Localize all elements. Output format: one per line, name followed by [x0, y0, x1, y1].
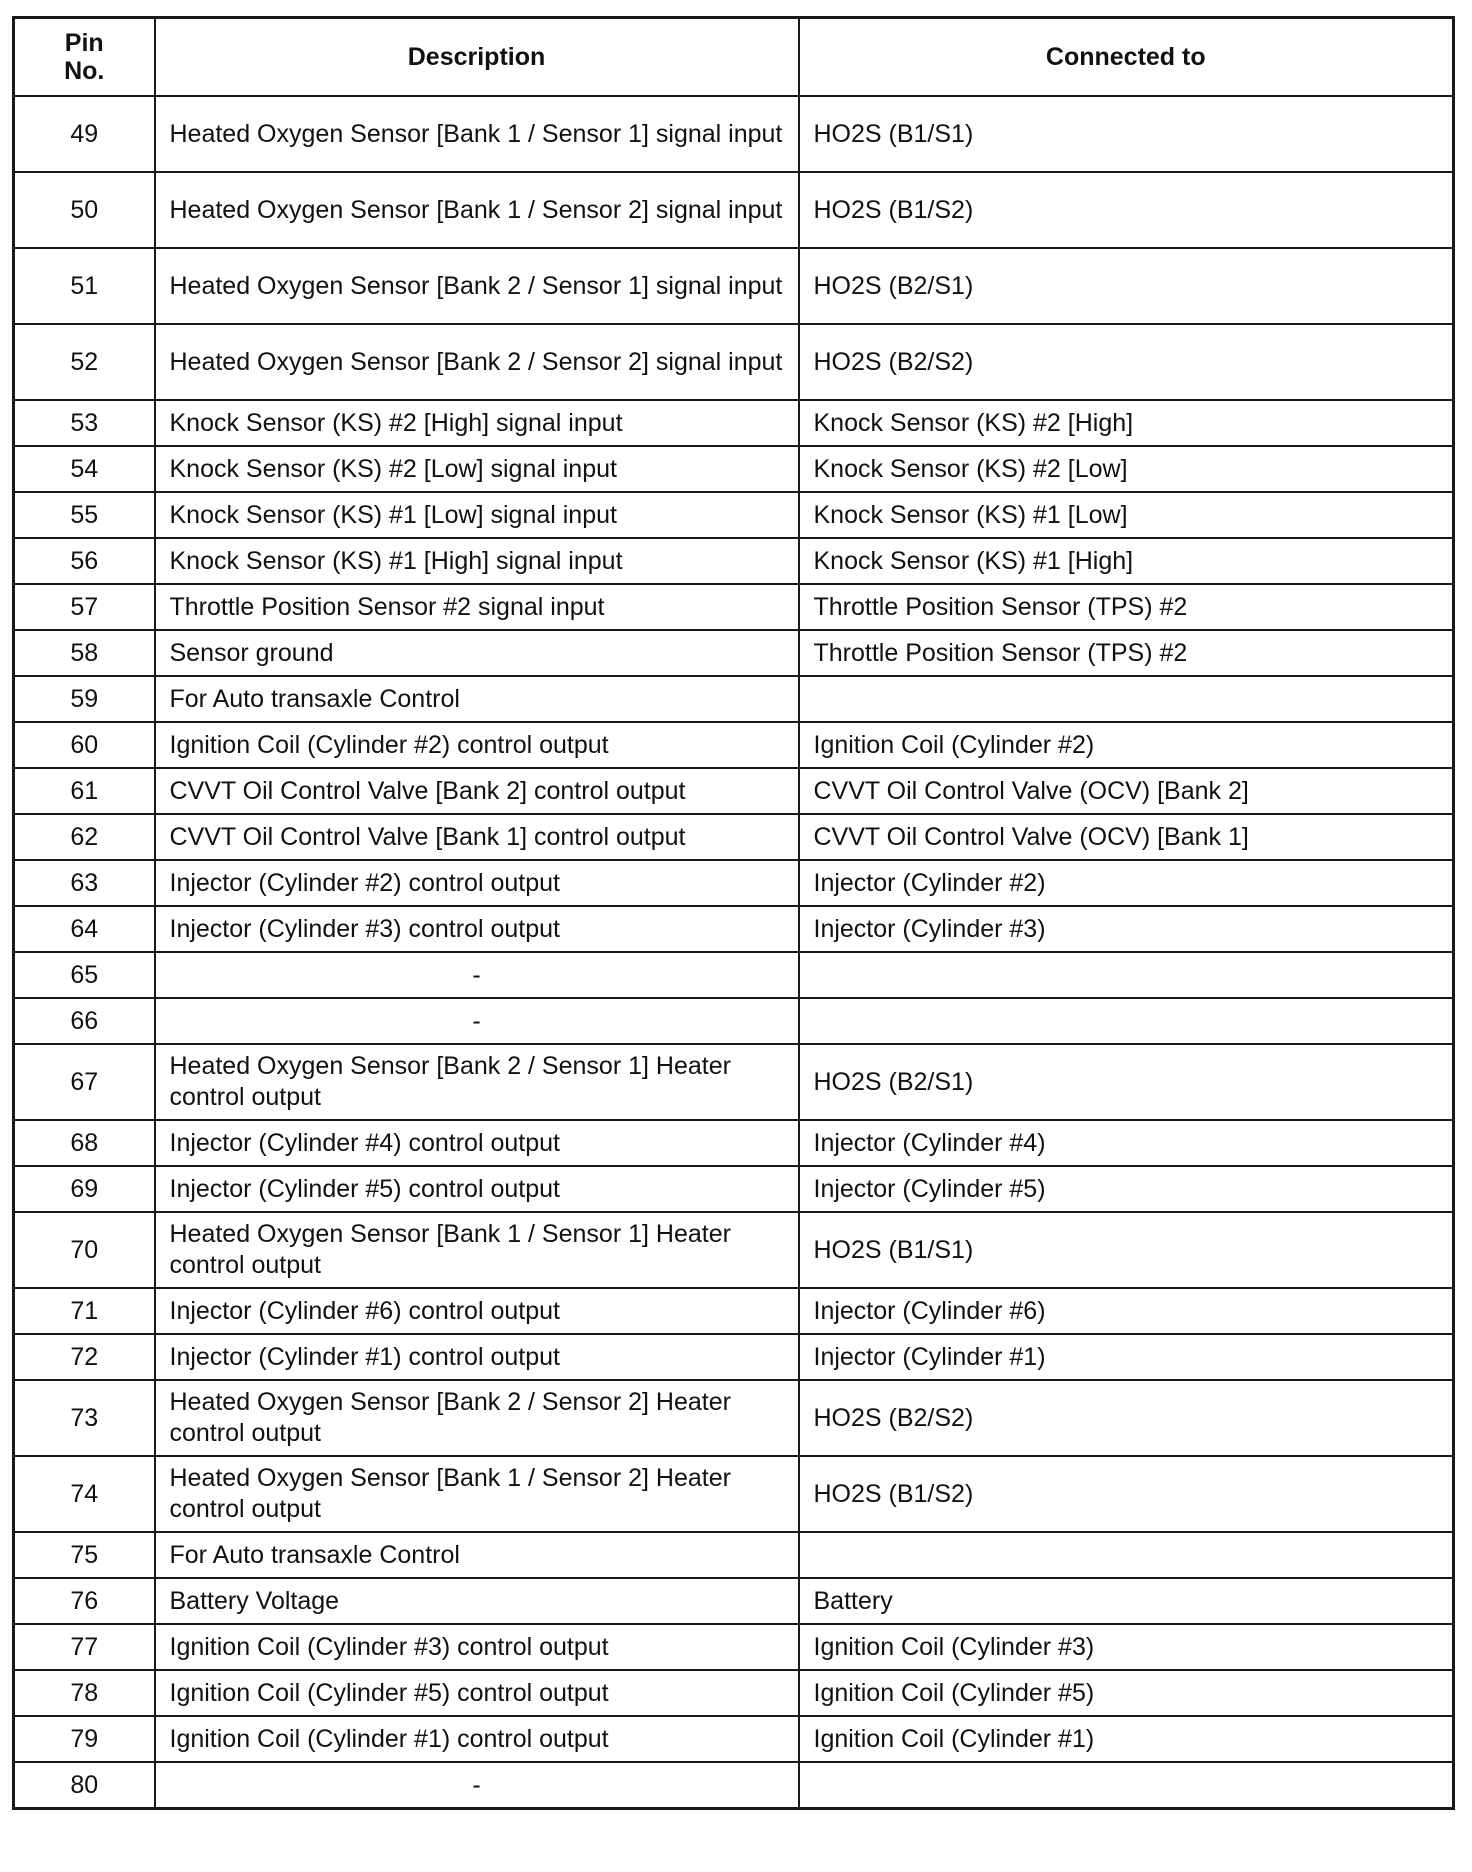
pin-header-line1: Pin — [64, 29, 104, 57]
pin-number-cell: 52 — [14, 324, 155, 400]
pin-number-cell: 75 — [14, 1532, 155, 1578]
description-cell: Battery Voltage — [155, 1578, 799, 1624]
description-cell: For Auto transaxle Control — [155, 1532, 799, 1578]
pin-number-cell: 68 — [14, 1120, 155, 1166]
pin-number-cell: 76 — [14, 1578, 155, 1624]
table-row — [14, 768, 1454, 814]
connected-to-header: Connected to — [799, 18, 1454, 97]
table-row — [14, 1670, 1454, 1716]
connected-to-cell: Injector (Cylinder #4) — [799, 1120, 1454, 1166]
connected-to-cell — [799, 998, 1454, 1044]
connected-to-cell: Ignition Coil (Cylinder #2) — [799, 722, 1454, 768]
pin-number-cell: 63 — [14, 860, 155, 906]
pin-number-cell: 49 — [14, 96, 155, 172]
pin-number-cell: 78 — [14, 1670, 155, 1716]
connected-to-cell: Battery — [799, 1578, 1454, 1624]
table-row — [14, 96, 1454, 172]
pin-number-cell: 53 — [14, 400, 155, 446]
description-cell: Injector (Cylinder #2) control output — [155, 860, 799, 906]
connected-to-cell: HO2S (B2/S2) — [799, 1380, 1454, 1456]
description-cell: - — [155, 998, 799, 1044]
connected-to-cell: Knock Sensor (KS) #2 [Low] — [799, 446, 1454, 492]
pin-number-cell: 73 — [14, 1380, 155, 1456]
connected-to-cell: Ignition Coil (Cylinder #1) — [799, 1716, 1454, 1762]
pin-number-cell: 55 — [14, 492, 155, 538]
table-row — [14, 1120, 1454, 1166]
table-row — [14, 630, 1454, 676]
connected-to-cell: Knock Sensor (KS) #1 [High] — [799, 538, 1454, 584]
connected-to-cell: CVVT Oil Control Valve (OCV) [Bank 1] — [799, 814, 1454, 860]
connected-to-cell: Injector (Cylinder #1) — [799, 1334, 1454, 1380]
connected-to-cell: Injector (Cylinder #2) — [799, 860, 1454, 906]
description-cell: Ignition Coil (Cylinder #3) control output — [155, 1624, 799, 1670]
description-cell: Heated Oxygen Sensor [Bank 2 / Sensor 2] signal input — [155, 324, 799, 400]
table-row — [14, 1532, 1454, 1578]
description-cell: Knock Sensor (KS) #2 [Low] signal input — [155, 446, 799, 492]
pin-no-header — [14, 18, 155, 97]
table-row — [14, 1578, 1454, 1624]
pin-number-cell: 67 — [14, 1044, 155, 1120]
pin-number-cell: 54 — [14, 446, 155, 492]
pin-number-cell: 79 — [14, 1716, 155, 1762]
table-row — [14, 172, 1454, 248]
table-row — [14, 814, 1454, 860]
pin-header-line2: No. — [64, 57, 105, 85]
table-row — [14, 1166, 1454, 1212]
table-row — [14, 1288, 1454, 1334]
description-cell: Injector (Cylinder #3) control output — [155, 906, 799, 952]
connected-to-cell: HO2S (B2/S1) — [799, 248, 1454, 324]
description-cell: Knock Sensor (KS) #1 [High] signal input — [155, 538, 799, 584]
connected-to-cell: HO2S (B1/S1) — [799, 96, 1454, 172]
table-row — [14, 446, 1454, 492]
table-row — [14, 676, 1454, 722]
connected-to-cell: HO2S (B1/S2) — [799, 1456, 1454, 1532]
table-row — [14, 1624, 1454, 1670]
table-row — [14, 1212, 1454, 1288]
pin-assignment-table — [12, 16, 1455, 1810]
table-row — [14, 324, 1454, 400]
connected-to-cell — [799, 952, 1454, 998]
pin-number-cell: 61 — [14, 768, 155, 814]
description-cell: Sensor ground — [155, 630, 799, 676]
pin-table-sheet — [12, 16, 1452, 1810]
connected-to-cell: Throttle Position Sensor (TPS) #2 — [799, 584, 1454, 630]
description-cell: Heated Oxygen Sensor [Bank 1 / Sensor 1] signal input — [155, 96, 799, 172]
pin-table-body — [14, 96, 1454, 1809]
connected-to-cell: Knock Sensor (KS) #2 [High] — [799, 400, 1454, 446]
connected-to-cell: Ignition Coil (Cylinder #5) — [799, 1670, 1454, 1716]
description-cell: Heated Oxygen Sensor [Bank 1 / Sensor 1] Heater control output — [155, 1212, 799, 1288]
pin-number-cell: 80 — [14, 1762, 155, 1809]
connected-to-cell: Ignition Coil (Cylinder #3) — [799, 1624, 1454, 1670]
table-row — [14, 860, 1454, 906]
connected-to-cell: Injector (Cylinder #6) — [799, 1288, 1454, 1334]
pin-number-cell: 77 — [14, 1624, 155, 1670]
pin-number-cell: 72 — [14, 1334, 155, 1380]
description-cell: Heated Oxygen Sensor [Bank 1 / Sensor 2] Heater control output — [155, 1456, 799, 1532]
table-row — [14, 400, 1454, 446]
table-row — [14, 906, 1454, 952]
connected-to-cell: HO2S (B2/S1) — [799, 1044, 1454, 1120]
table-row — [14, 1716, 1454, 1762]
description-cell: - — [155, 952, 799, 998]
description-cell: Heated Oxygen Sensor [Bank 1 / Sensor 2] signal input — [155, 172, 799, 248]
table-row — [14, 1456, 1454, 1532]
table-row — [14, 1334, 1454, 1380]
description-cell: Knock Sensor (KS) #2 [High] signal input — [155, 400, 799, 446]
description-cell: Ignition Coil (Cylinder #5) control output — [155, 1670, 799, 1716]
description-cell: CVVT Oil Control Valve [Bank 1] control output — [155, 814, 799, 860]
table-row — [14, 952, 1454, 998]
table-row — [14, 1044, 1454, 1120]
connected-to-cell: Knock Sensor (KS) #1 [Low] — [799, 492, 1454, 538]
description-cell: CVVT Oil Control Valve [Bank 2] control output — [155, 768, 799, 814]
connected-to-cell — [799, 1532, 1454, 1578]
description-cell: Injector (Cylinder #6) control output — [155, 1288, 799, 1334]
pin-number-cell: 60 — [14, 722, 155, 768]
description-cell: For Auto transaxle Control — [155, 676, 799, 722]
pin-number-cell: 69 — [14, 1166, 155, 1212]
pin-number-cell: 58 — [14, 630, 155, 676]
pin-number-cell: 62 — [14, 814, 155, 860]
connected-to-cell: Injector (Cylinder #5) — [799, 1166, 1454, 1212]
table-header-row — [14, 18, 1454, 97]
pin-number-cell: 56 — [14, 538, 155, 584]
description-cell: Injector (Cylinder #1) control output — [155, 1334, 799, 1380]
description-header: Description — [155, 18, 799, 97]
pin-number-cell: 74 — [14, 1456, 155, 1532]
description-cell: Heated Oxygen Sensor [Bank 2 / Sensor 1] signal input — [155, 248, 799, 324]
pin-number-cell: 50 — [14, 172, 155, 248]
pin-number-cell: 70 — [14, 1212, 155, 1288]
connected-to-cell: Injector (Cylinder #3) — [799, 906, 1454, 952]
description-cell: Ignition Coil (Cylinder #2) control output — [155, 722, 799, 768]
pin-number-cell: 57 — [14, 584, 155, 630]
table-row — [14, 1762, 1454, 1809]
connected-to-cell: HO2S (B1/S2) — [799, 172, 1454, 248]
connected-to-cell: HO2S (B1/S1) — [799, 1212, 1454, 1288]
pin-number-cell: 66 — [14, 998, 155, 1044]
connected-to-cell: HO2S (B2/S2) — [799, 324, 1454, 400]
pin-number-cell: 71 — [14, 1288, 155, 1334]
pin-number-cell: 65 — [14, 952, 155, 998]
description-cell: Heated Oxygen Sensor [Bank 2 / Sensor 1] Heater control output — [155, 1044, 799, 1120]
connected-to-cell: CVVT Oil Control Valve (OCV) [Bank 2] — [799, 768, 1454, 814]
description-cell: Ignition Coil (Cylinder #1) control output — [155, 1716, 799, 1762]
table-row — [14, 538, 1454, 584]
description-cell: Heated Oxygen Sensor [Bank 2 / Sensor 2] Heater control output — [155, 1380, 799, 1456]
pin-number-cell: 51 — [14, 248, 155, 324]
table-row — [14, 722, 1454, 768]
table-row — [14, 998, 1454, 1044]
connected-to-cell: Throttle Position Sensor (TPS) #2 — [799, 630, 1454, 676]
description-cell: Knock Sensor (KS) #1 [Low] signal input — [155, 492, 799, 538]
connected-to-cell — [799, 1762, 1454, 1809]
description-cell: Injector (Cylinder #4) control output — [155, 1120, 799, 1166]
description-cell: Injector (Cylinder #5) control output — [155, 1166, 799, 1212]
table-row — [14, 584, 1454, 630]
pin-number-cell: 59 — [14, 676, 155, 722]
table-row — [14, 248, 1454, 324]
description-cell: Throttle Position Sensor #2 signal input — [155, 584, 799, 630]
connected-to-cell — [799, 676, 1454, 722]
description-cell: - — [155, 1762, 799, 1809]
pin-number-cell: 64 — [14, 906, 155, 952]
table-row — [14, 1380, 1454, 1456]
table-row — [14, 492, 1454, 538]
